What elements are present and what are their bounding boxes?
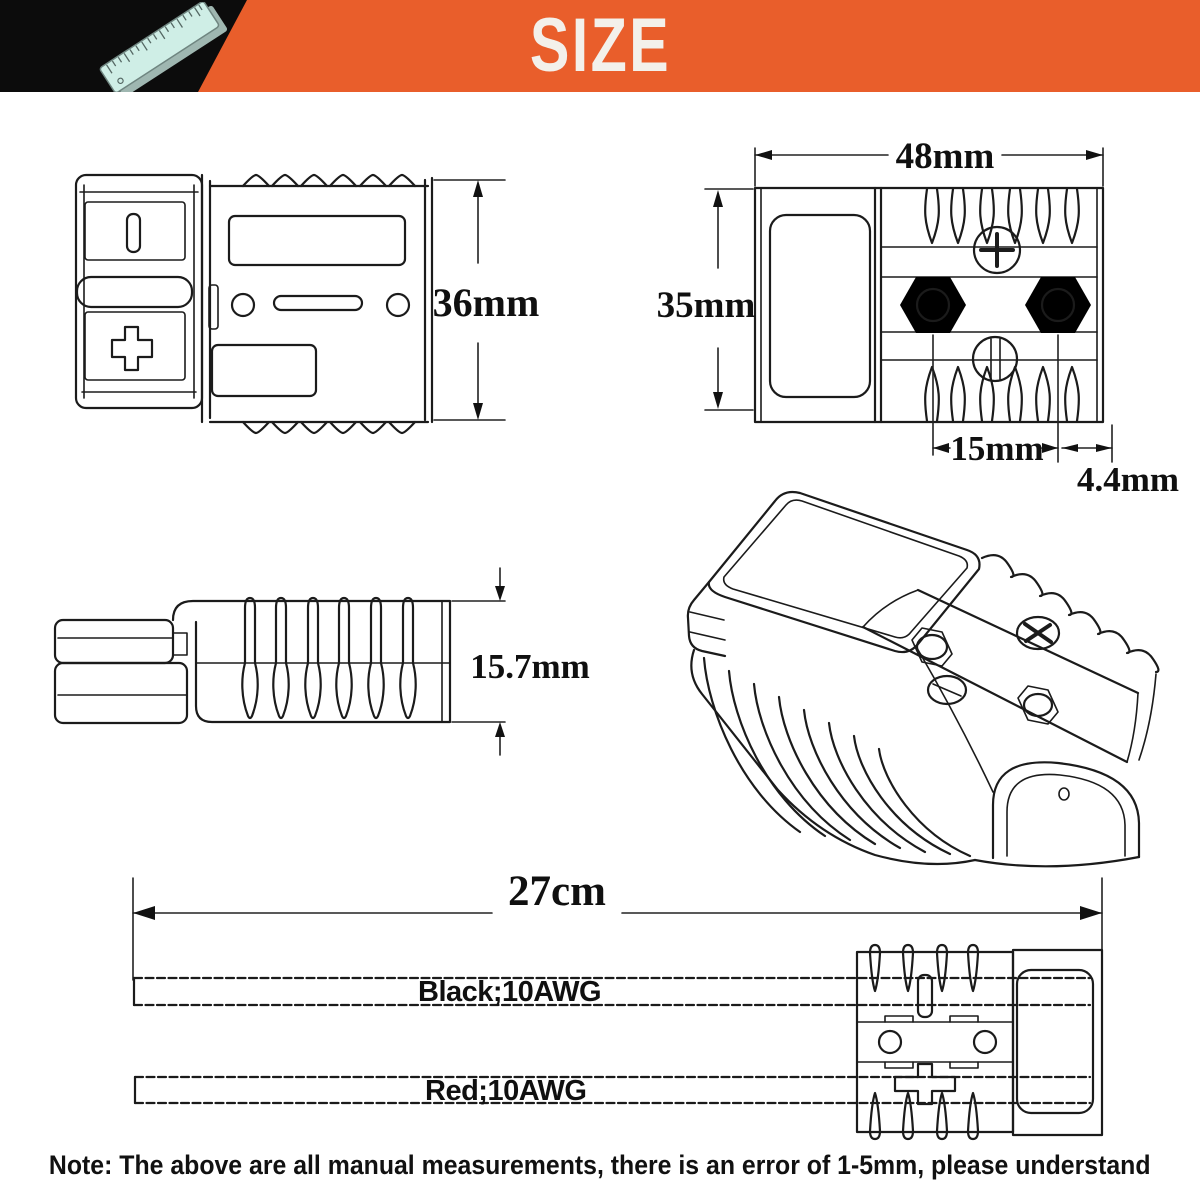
connector-minus-mark xyxy=(918,975,932,1017)
cable-connector xyxy=(857,945,1102,1139)
top-body xyxy=(755,188,1103,422)
top-view-drawing xyxy=(650,110,1200,510)
side-height-dimension xyxy=(452,568,590,755)
iso-ribs xyxy=(704,658,970,856)
top-width-label: 48mm xyxy=(895,136,995,177)
plus-terminal-mark xyxy=(112,327,152,370)
side-ribs-lower xyxy=(242,663,415,718)
top-width-dimension xyxy=(755,136,1103,186)
top-height-label: 35mm xyxy=(656,285,756,326)
cable-diagram xyxy=(50,850,1190,1180)
side-plug xyxy=(55,620,187,723)
front-left-cap xyxy=(76,175,202,408)
bottom-scallops xyxy=(243,422,415,433)
front-view-drawing xyxy=(30,135,590,465)
front-body xyxy=(202,175,432,433)
minus-terminal-mark xyxy=(127,214,140,252)
black-wire-label: Black;10AWG xyxy=(418,976,602,1008)
hex-nut-right xyxy=(1025,277,1091,333)
side-view-drawing xyxy=(20,550,620,780)
black-wire xyxy=(134,976,1090,1008)
iso-right-scallops xyxy=(982,555,1158,672)
top-ribs xyxy=(925,189,1079,243)
cable-length-label: 27cm xyxy=(508,868,606,915)
side-ribs-upper xyxy=(245,598,413,663)
front-height-dimension xyxy=(433,180,540,420)
measurement-note: Note: The above are all manual measurements, there is an error of 1-5mm, please understand xyxy=(49,1150,1151,1180)
slotted-screw xyxy=(973,337,1017,381)
connector-plus-mark xyxy=(895,1064,955,1104)
iso-hex-nut-upper xyxy=(917,635,947,659)
side-body xyxy=(173,598,450,722)
iso-hex-nut-lower xyxy=(1024,694,1052,716)
iso-silhouette xyxy=(691,555,1158,864)
page-title: SIZE xyxy=(529,3,671,88)
red-wire-label: Red;10AWG xyxy=(425,1075,587,1107)
front-height-label: 36mm xyxy=(432,280,540,325)
bottom-ribs xyxy=(925,367,1079,421)
cable-length-dimension xyxy=(133,868,1102,980)
top-height-dimension xyxy=(657,189,756,410)
terminal-spacing-label: 15mm xyxy=(950,429,1044,468)
hex-nut-left xyxy=(900,277,966,333)
top-scallops xyxy=(243,175,415,186)
side-height-label: 15.7mm xyxy=(470,647,590,686)
iso-plug-nose xyxy=(688,582,725,656)
iso-strap xyxy=(863,590,1138,762)
iso-view-drawing xyxy=(630,460,1190,880)
iso-top-panel xyxy=(709,492,980,652)
iso-hardware xyxy=(912,617,1059,724)
hole-diameter-label: 4.4mm xyxy=(1076,460,1180,499)
